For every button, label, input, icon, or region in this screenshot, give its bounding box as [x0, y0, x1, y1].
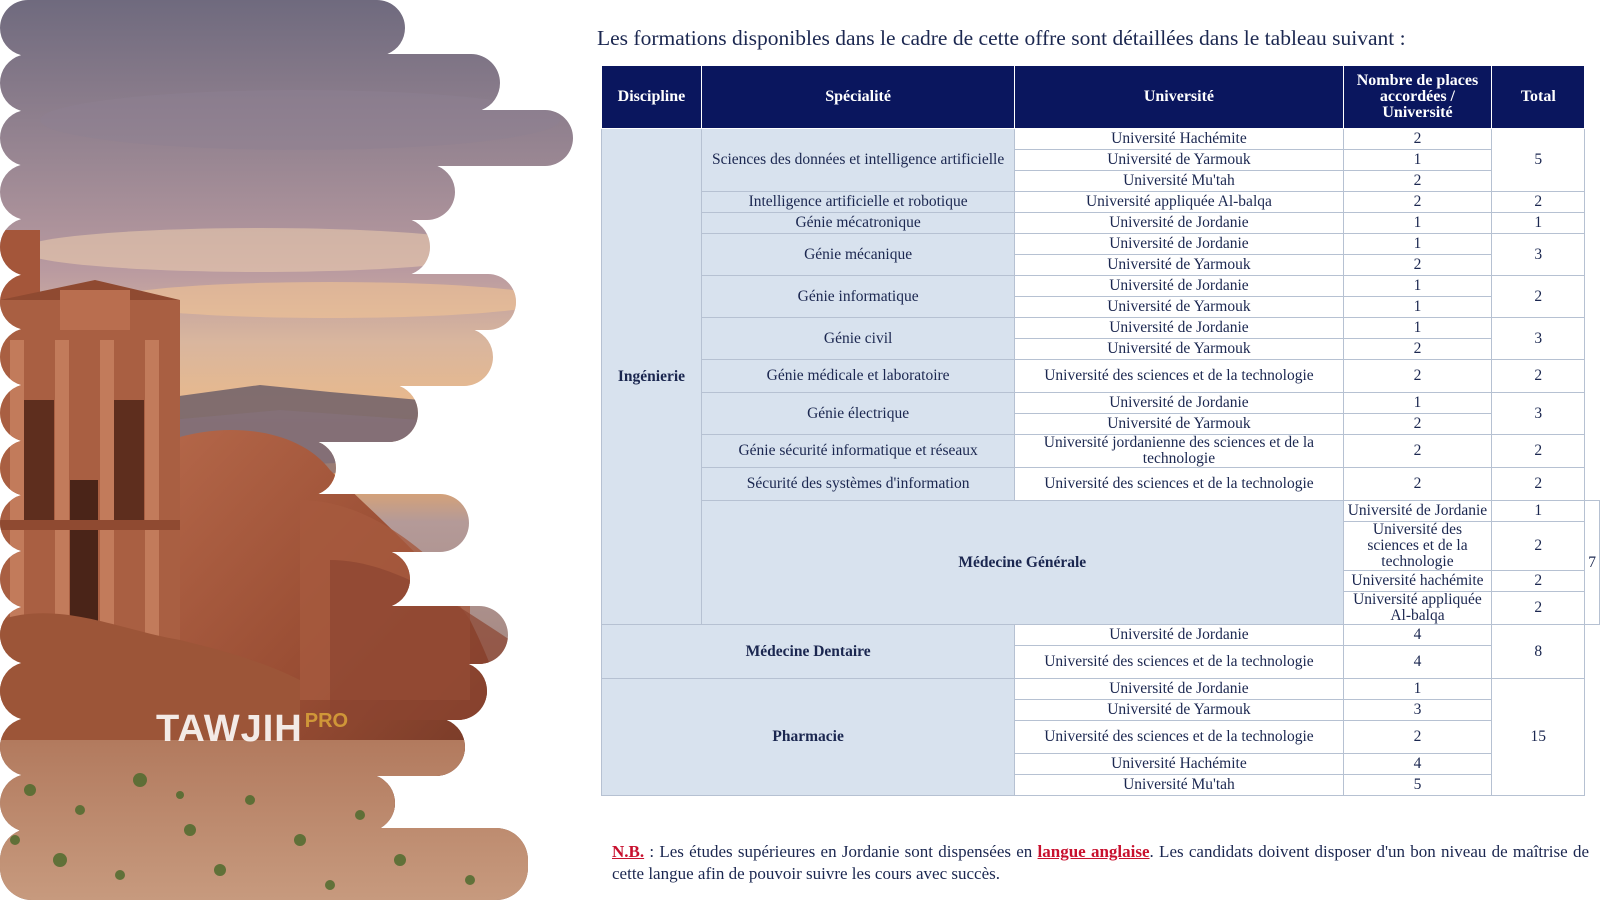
- total-cell: 2: [1492, 276, 1585, 318]
- places-cell: 5: [1343, 775, 1492, 796]
- table-header-row: [602, 66, 1600, 129]
- university-cell: Université de Yarmouk: [1015, 150, 1343, 171]
- university-cell: Université appliquée Al-balqa: [1343, 592, 1492, 625]
- specialite-cell: Génie mécatronique: [701, 213, 1014, 234]
- tawjih-pro-logo: TAWJIH $^{PRO}$: [156, 708, 349, 750]
- decorative-photo-panel: [0, 0, 600, 900]
- intro-text: Les formations disponibles dans le cadre de cette offre sont détaillées dans le tableau suivant :: [597, 26, 1406, 50]
- university-cell: Université de Jordanie: [1015, 625, 1343, 646]
- header-specialite: Spécialité: [701, 66, 1014, 129]
- university-cell: Université de Jordanie: [1343, 501, 1492, 522]
- specialite-cell: Génie sécurité informatique et réseaux: [701, 435, 1014, 468]
- specialite-cell: Sécurité des systèmes d'information: [701, 468, 1014, 501]
- total-cell: 8: [1492, 625, 1585, 679]
- specialite-cell: Génie médicale et laboratoire: [701, 360, 1014, 393]
- specialite-cell: Génie informatique: [701, 276, 1014, 318]
- total-cell: 2: [1492, 192, 1585, 213]
- places-cell: 1: [1343, 679, 1492, 700]
- table-row: [602, 192, 1600, 213]
- places-cell: 2: [1343, 360, 1492, 393]
- table-row: [602, 625, 1600, 646]
- places-cell: 1: [1343, 297, 1492, 318]
- places-cell: 2: [1343, 468, 1492, 501]
- total-cell: 2: [1492, 360, 1585, 393]
- university-cell: Université Hachémite: [1015, 129, 1343, 150]
- places-cell: 3: [1343, 700, 1492, 721]
- university-cell: Université de Yarmouk: [1015, 700, 1343, 721]
- places-cell: 2: [1492, 592, 1585, 625]
- total-cell: 3: [1492, 234, 1585, 276]
- table-row: [602, 276, 1600, 297]
- table-row: [602, 468, 1600, 501]
- table-row: [602, 501, 1600, 522]
- places-cell: 2: [1343, 435, 1492, 468]
- university-cell: Université jordanienne des sciences et de la technologie: [1015, 435, 1343, 468]
- note-separator: :: [644, 842, 660, 861]
- table-row: [602, 393, 1600, 414]
- total-cell: 15: [1492, 679, 1585, 796]
- places-cell: 1: [1343, 234, 1492, 255]
- university-cell: Université hachémite: [1343, 571, 1492, 592]
- table-row: [602, 129, 1600, 150]
- specialite-cell: Génie mécanique: [701, 234, 1014, 276]
- university-cell: Université de Jordanie: [1015, 213, 1343, 234]
- university-cell: Université de Yarmouk: [1015, 414, 1343, 435]
- university-cell: Université de Jordanie: [1015, 393, 1343, 414]
- places-cell: 4: [1343, 754, 1492, 775]
- university-cell: Université des sciences et de la technologie: [1015, 360, 1343, 393]
- university-cell: Université de Yarmouk: [1015, 255, 1343, 276]
- total-cell: 7: [1585, 501, 1600, 625]
- total-cell: 3: [1492, 318, 1585, 360]
- table-row: [602, 234, 1600, 255]
- places-cell: 4: [1343, 646, 1492, 679]
- university-cell: Université de Yarmouk: [1015, 297, 1343, 318]
- total-cell: 5: [1492, 129, 1585, 192]
- header-total: Total: [1492, 66, 1585, 129]
- note-text-after: . Les candidats doivent disposer d'un bon niveau de maîtrise de cette langue afin de pouvoir suivre les cours avec succès.: [612, 842, 1589, 883]
- places-cell: 2: [1492, 522, 1585, 571]
- discipline-cell: Médecine Générale: [701, 501, 1343, 625]
- header-places: Nombre de places accordées / Université: [1343, 66, 1492, 129]
- places-cell: 1: [1343, 150, 1492, 171]
- places-cell: 2: [1343, 339, 1492, 360]
- petra-photo-illustration: [0, 0, 600, 900]
- places-cell: 2: [1343, 414, 1492, 435]
- university-cell: Université Mu'tah: [1015, 775, 1343, 796]
- table-row: [602, 360, 1600, 393]
- total-cell: 3: [1492, 393, 1585, 435]
- table-row: [602, 318, 1600, 339]
- university-cell: Université Mu'tah: [1015, 171, 1343, 192]
- places-cell: 2: [1343, 721, 1492, 754]
- table-row: [602, 213, 1600, 234]
- places-cell: 2: [1492, 571, 1585, 592]
- university-cell: Université des sciences et de la technologie: [1015, 468, 1343, 501]
- university-cell: Université de Jordanie: [1015, 679, 1343, 700]
- discipline-cell: Ingénierie: [602, 129, 702, 625]
- places-cell: 2: [1343, 171, 1492, 192]
- table-row: [602, 679, 1600, 700]
- university-cell: Université Hachémite: [1015, 754, 1343, 775]
- university-cell: Université des sciences et de la technologie: [1343, 522, 1492, 571]
- university-cell: Université de Yarmouk: [1015, 339, 1343, 360]
- places-cell: 2: [1343, 129, 1492, 150]
- discipline-cell: Pharmacie: [602, 679, 1015, 796]
- formations-table: [601, 65, 1600, 796]
- specialite-cell: Génie électrique: [701, 393, 1014, 435]
- header-discipline: Discipline: [602, 66, 702, 129]
- university-cell: Université de Jordanie: [1015, 276, 1343, 297]
- note-label: N.B.: [612, 842, 645, 861]
- university-cell: Université de Jordanie: [1015, 318, 1343, 339]
- places-cell: 1: [1343, 318, 1492, 339]
- university-cell: Université appliquée Al-balqa: [1015, 192, 1343, 213]
- university-cell: Université de Jordanie: [1015, 234, 1343, 255]
- places-cell: 1: [1343, 213, 1492, 234]
- footer-note: [612, 841, 1589, 885]
- header-universite: Université: [1015, 66, 1343, 129]
- total-cell: 2: [1492, 468, 1585, 501]
- university-cell: Université des sciences et de la technologie: [1015, 721, 1343, 754]
- table-row: [602, 435, 1600, 468]
- places-cell: 4: [1343, 625, 1492, 646]
- specialite-cell: Sciences des données et intelligence artificielle: [701, 129, 1014, 192]
- places-cell: 2: [1343, 192, 1492, 213]
- university-cell: Université des sciences et de la technologie: [1015, 646, 1343, 679]
- specialite-cell: Intelligence artificielle et robotique: [701, 192, 1014, 213]
- total-cell: 2: [1492, 435, 1585, 468]
- note-text-before: Les études supérieures en Jordanie sont dispensées en: [659, 842, 1038, 861]
- places-cell: 2: [1343, 255, 1492, 276]
- total-cell: 1: [1492, 213, 1585, 234]
- places-cell: 1: [1343, 276, 1492, 297]
- places-cell: 1: [1492, 501, 1585, 522]
- note-highlight: langue anglaise: [1037, 842, 1150, 861]
- places-cell: 1: [1343, 393, 1492, 414]
- discipline-cell: Médecine Dentaire: [602, 625, 1015, 679]
- specialite-cell: Génie civil: [701, 318, 1014, 360]
